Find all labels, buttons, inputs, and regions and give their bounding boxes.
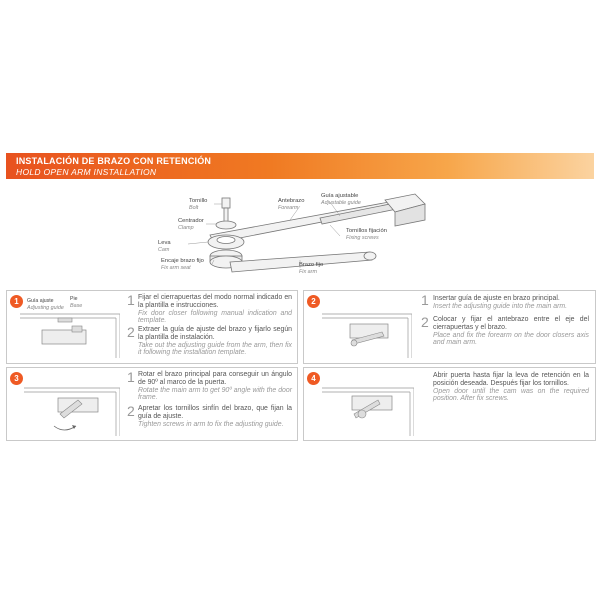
label-fixing-screws: Tornillos fijación Fixing screws bbox=[346, 228, 387, 241]
label-adjustable-guide: Guía ajustable Adjustable guide bbox=[321, 193, 361, 206]
step-number: 2 bbox=[127, 403, 135, 419]
label-fix-arm: Brazo fijo Fix arm bbox=[299, 262, 324, 275]
label-forearm: Antebrazo Forearm bbox=[278, 198, 305, 211]
step-badge-3: 3 bbox=[10, 372, 23, 385]
section-header-banner bbox=[6, 153, 594, 179]
step-number: 1 bbox=[127, 292, 135, 308]
thumb-label-base: Pie Base bbox=[70, 296, 83, 309]
section-title-es: INSTALACIÓN DE BRAZO CON RETENCIÓN bbox=[16, 156, 212, 166]
label-fix-arm-seat: Encaje brazo fijo Fix arm seat bbox=[161, 258, 204, 271]
panel-3-step-2-text: Apretar los tornillos sinfín del brazo, que fijan la guía de ajuste. Tighten screws in arm to fix the adjusting guide. bbox=[138, 405, 292, 428]
panel-3-illustration bbox=[24, 372, 120, 436]
panel-4-illustration bbox=[322, 372, 414, 436]
step-badge-2: 2 bbox=[307, 295, 320, 308]
panel-4-step-text: Abrir puerta hasta fijar la leva de retención en la posición deseada. Después fijar los tornillos. Open door until the cam was on the required position. After fix screws. bbox=[433, 372, 589, 403]
thumb-label-adjusting-guide: Guía ajuste Adjusting guide bbox=[27, 298, 64, 311]
step-number: 2 bbox=[127, 324, 135, 340]
step-number: 1 bbox=[421, 292, 429, 308]
label-clamp: Centrador Clamp bbox=[178, 218, 204, 231]
panel-3-step-1-text: Rotar el brazo principal para conseguir un ángulo de 90º al marco de la puerta. Rotate the main arm to get 90º angle with the door frame. bbox=[138, 371, 292, 402]
panel-1-step-2-text: Extraer la guía de ajuste del brazo y fijarlo según la plantilla de instalación. Take out the adjusting guide from the arm, then fix it following the installation template. bbox=[138, 326, 292, 357]
panel-2-step-2-text: Colocar y fijar el antebrazo entre el eje del cierrapuertas y el brazo. Place and fix the forearm on the door closers axis and main arm. bbox=[433, 316, 589, 347]
step-badge-1: 1 bbox=[10, 295, 23, 308]
panel-1-step-1-text: Fijar el cierrapuertas del modo normal indicado en la plantilla e instrucciones. Fix door closer following manual indication and template. bbox=[138, 294, 292, 325]
step-number: 2 bbox=[421, 314, 429, 330]
label-cam: Leva Cam bbox=[158, 240, 171, 253]
section-title-en: HOLD OPEN ARM INSTALLATION bbox=[16, 167, 157, 177]
panel-2-step-1-text: Insertar guía de ajuste en brazo principal. Insert the adjusting guide into the main arm. bbox=[433, 295, 568, 310]
step-badge-4: 4 bbox=[307, 372, 320, 385]
label-bolt: Tornillo Bolt bbox=[189, 198, 208, 211]
panel-2-illustration bbox=[322, 296, 412, 358]
step-number: 1 bbox=[127, 369, 135, 385]
